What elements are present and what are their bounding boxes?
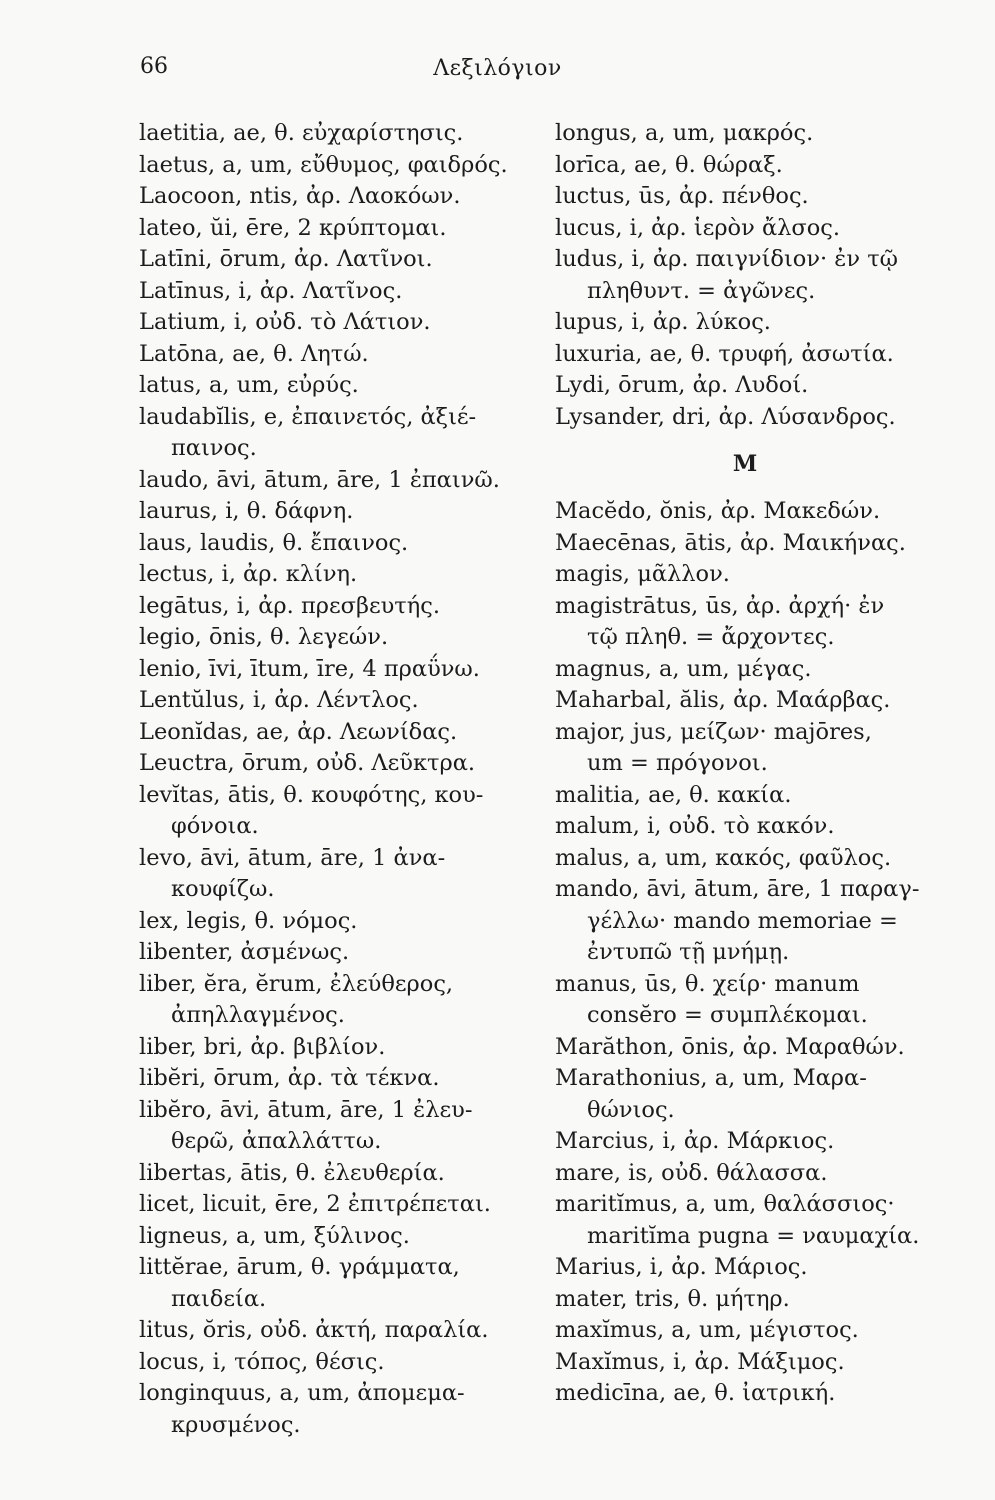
dictionary-entry: littĕrae, ārum, θ. γράμματα, xyxy=(139,1254,460,1280)
dictionary-entry: ludus, i, ἀρ. παιγνίδιον· ἐν τῷ xyxy=(555,246,899,272)
dictionary-entry: laudo, āvi, ātum, āre, 1 ἐπαινῶ. xyxy=(139,466,500,493)
dictionary-entry: mare, is, οὐδ. θάλασσα. xyxy=(555,1159,828,1186)
right-column xyxy=(555,118,955,1410)
entry-continuation: κρυσμένος. xyxy=(171,1411,301,1438)
dictionary-entry: major, jus, μείζων· majōres, xyxy=(555,718,872,745)
dictionary-entry: Maharbal, ălis, ἀρ. Μαάρβας. xyxy=(555,687,891,713)
dictionary-entry: luctus, ūs, ἀρ. πένθος. xyxy=(555,183,809,209)
dictionary-entry: Lentŭlus, i, ἀρ. Λέντλος. xyxy=(139,687,419,713)
dictionary-entry: laudabĭlis, e, ἐπαινετός, ἀξιέ- xyxy=(139,403,477,430)
dictionary-entry: laetus, a, um, εὔθυμος, φαιδρός. xyxy=(139,151,508,178)
dictionary-entry: levĭtas, ātis, θ. κουφότης, κου- xyxy=(139,781,484,808)
dictionary-entry: laus, laudis, θ. ἔπαινος. xyxy=(139,529,409,556)
dictionary-entry: Lysander, dri, ἀρ. Λύσανδρος. xyxy=(555,403,896,430)
dictionary-entry: malum, i, οὐδ. τὸ κακόν. xyxy=(555,813,835,839)
dictionary-entry: malus, a, um, κακός, φαῦλος. xyxy=(555,844,892,871)
entry-continuation: ἀπηλλαγμένος. xyxy=(171,1002,345,1028)
dictionary-entry: mater, tris, θ. μήτηρ. xyxy=(555,1285,790,1312)
dictionary-entry: libĕri, ōrum, ἀρ. τὰ τέκνα. xyxy=(139,1065,440,1091)
dictionary-entry: magistrātus, ūs, ἀρ. ἀρχή· ἐν xyxy=(555,592,885,619)
entry-continuation: maritĭma pugna = ναυμαχία. xyxy=(587,1222,920,1249)
section-letter-heading: M xyxy=(732,451,758,477)
entry-continuation: τῷ πληθ. = ἄρχοντες. xyxy=(587,624,835,650)
dictionary-entry: Leonĭdas, ae, ἀρ. Λεωνίδας. xyxy=(139,718,458,745)
entry-continuation: παιδεία. xyxy=(171,1285,267,1312)
left-column xyxy=(139,118,534,1441)
dictionary-entry: laurus, i, θ. δάφνη. xyxy=(139,498,354,524)
dictionary-entry: Marius, i, ἀρ. Μάριος. xyxy=(555,1254,808,1280)
dictionary-entry: manus, ūs, θ. χείρ· manum xyxy=(555,970,860,997)
dictionary-entry: ligneus, a, um, ξύλινος. xyxy=(139,1222,410,1249)
entry-continuation: γέλλω· mando memoriae = xyxy=(587,907,898,934)
entry-continuation: um = πρόγονοι. xyxy=(587,750,768,776)
dictionary-entry: luxuria, ae, θ. τρυφή, ἀσωτία. xyxy=(555,340,894,367)
page-number: 66 xyxy=(140,54,168,79)
dictionary-entry: libĕro, āvi, ātum, āre, 1 ἐλευ- xyxy=(139,1096,473,1123)
dictionary-entry: malitia, ae, θ. κακία. xyxy=(555,781,792,808)
dictionary-entry: Latīni, ōrum, ἀρ. Λατῖνοι. xyxy=(139,246,433,272)
dictionary-entry: mando, āvi, ātum, āre, 1 παραγ- xyxy=(555,876,920,902)
dictionary-entry: Maxĭmus, i, ἀρ. Μάξιμος. xyxy=(555,1348,845,1375)
entry-continuation: ἐντυπῶ τῇ μνήμῃ. xyxy=(587,939,790,965)
dictionary-entry: Latīnus, i, ἀρ. Λατῖνος. xyxy=(139,277,403,304)
entry-continuation: κουφίζω. xyxy=(171,876,275,902)
dictionary-entry: longinquus, a, um, ἀπομεμα- xyxy=(139,1380,465,1406)
dictionary-entry: Marăthon, ōnis, ἀρ. Μαραθών. xyxy=(555,1033,905,1060)
dictionary-entry: lateo, ŭi, ēre, 2 κρύπτομαι. xyxy=(139,214,447,241)
entry-continuation: παινος. xyxy=(171,435,257,461)
dictionary-entry: maxĭmus, a, um, μέγιστος. xyxy=(555,1317,859,1343)
dictionary-entry: lucus, i, ἀρ. ἱερὸν ἄλσος. xyxy=(555,214,841,241)
dictionary-entry: liber, ĕra, ĕrum, ἐλεύθερος, xyxy=(139,970,454,997)
dictionary-entry: legātus, i, ἀρ. πρεσβευτής. xyxy=(139,592,440,619)
dictionary-entry: Macĕdo, ŏnis, ἀρ. Μακεδών. xyxy=(555,498,881,524)
dictionary-entry: Maecēnas, ātis, ἀρ. Μαικήνας. xyxy=(555,529,906,556)
dictionary-entry: lenio, īvi, ītum, īre, 4 πραΰνω. xyxy=(139,655,480,682)
dictionary-entry: Marathonius, a, um, Μαρα- xyxy=(555,1065,867,1091)
entry-continuation: φόνοια. xyxy=(171,813,259,839)
running-title: Λεξιλόγιον xyxy=(433,56,562,81)
dictionary-entry: licet, licuit, ēre, 2 ἐπιτρέπεται. xyxy=(139,1191,491,1217)
entries-l xyxy=(555,118,955,433)
dictionary-entry: legio, ōnis, θ. λεγεών. xyxy=(139,624,389,650)
entry-continuation: πληθυντ. = ἀγῶνες. xyxy=(587,277,816,304)
dictionary-entry: laetitia, ae, θ. εὐχαρίστησις. xyxy=(139,120,464,146)
dictionary-entry: Lydi, ōrum, ἀρ. Λυδοί. xyxy=(555,372,809,398)
entry-continuation: θερῶ, ἀπαλλάττω. xyxy=(171,1128,382,1154)
dictionary-entry: latus, a, um, εὐρύς. xyxy=(139,372,359,398)
dictionary-entry: libertas, ātis, θ. ἐλευθερία. xyxy=(139,1159,445,1186)
dictionary-entry: Laocoon, ntis, ἀρ. Λαοκόων. xyxy=(139,183,461,209)
dictionary-entry: longus, a, um, μακρός. xyxy=(555,120,814,146)
dictionary-entry: magis, μᾶλλον. xyxy=(555,561,730,587)
dictionary-entry: Marcius, i, ἀρ. Μάρκιος. xyxy=(555,1128,835,1154)
dictionary-entry: medicīna, ae, θ. ἰατρική. xyxy=(555,1380,836,1406)
dictionary-entry: lorīca, ae, θ. θώραξ. xyxy=(555,151,783,178)
dictionary-entry: Latium, i, οὐδ. τὸ Λάτιον. xyxy=(139,309,431,335)
dictionary-entry: lupus, i, ἀρ. λύκος. xyxy=(555,309,771,335)
dictionary-entry: lectus, i, ἀρ. κλίνη. xyxy=(139,561,358,587)
dictionary-entry: maritĭmus, a, um, θαλάσσιος· xyxy=(555,1191,895,1217)
dictionary-entry: magnus, a, um, μέγας. xyxy=(555,655,812,682)
dictionary-entry: lex, legis, θ. νόμος. xyxy=(139,907,358,934)
dictionary-entry: Leuctra, ōrum, οὐδ. Λεῦκτρα. xyxy=(139,750,476,776)
entry-continuation: θώνιος. xyxy=(587,1096,675,1123)
dictionary-entry: libenter, ἀσμένως. xyxy=(139,939,350,965)
entry-continuation: consĕro = συμπλέκομαι. xyxy=(587,1002,868,1028)
dictionary-entry: liber, bri, ἀρ. βιβλίον. xyxy=(139,1033,386,1060)
dictionary-entry: locus, i, τόπος, θέσις. xyxy=(139,1348,385,1375)
dictionary-entry: Latōna, ae, θ. Λητώ. xyxy=(139,340,369,367)
entries-m xyxy=(555,496,955,1410)
dictionary-entry: levo, āvi, ātum, āre, 1 ἀνα- xyxy=(139,844,446,871)
dictionary-entry: litus, ŏris, οὐδ. ἀκτή, παραλία. xyxy=(139,1317,489,1343)
